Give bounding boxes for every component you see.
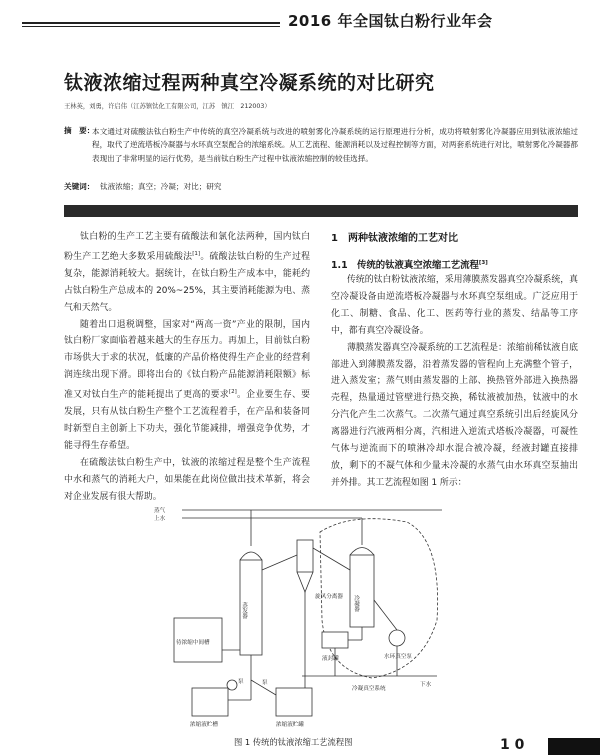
process-flow-diagram bbox=[152, 500, 452, 730]
article-title: 钛液浓缩过程两种真空冷凝系统的对比研究 bbox=[64, 72, 435, 94]
label-condenser: 冷凝器 bbox=[353, 595, 359, 612]
label-waste-tank: 浓缩液贮罐 bbox=[276, 722, 304, 728]
cyclone-shape bbox=[297, 540, 313, 572]
left-column bbox=[64, 229, 310, 505]
vacuum-pump-shape bbox=[389, 630, 405, 646]
label-drain: 下水 bbox=[420, 682, 432, 688]
section-heading-1-1: 1.1 传统的钛液真空浓缩工艺流程[3] bbox=[331, 259, 488, 271]
label-pump-1: 泵 bbox=[238, 679, 244, 685]
paragraph-r1: 传统的钛白粉钛液浓缩，采用薄膜蒸发器真空冷凝系统，真空冷凝设备由逆流塔板冷凝器与水环真空泵组成。广泛应用于化工、制糖、食品、化工、医药等行业的蒸发、结晶等工序中，都有真空冷凝设备。 bbox=[331, 275, 578, 336]
paragraph-3: 在硫酸法钛白粉生产中，钛液的浓缩过程是整个生产流程中水和蒸气的消耗大户，如果能在此岗位做出技术革新，将会对企业发展有很大帮助。 bbox=[64, 457, 310, 502]
figure-caption: 图 1 传统的钛液浓缩工艺流程图 bbox=[234, 737, 353, 747]
waste-tank-shape bbox=[276, 688, 312, 716]
condenser-feed bbox=[313, 548, 350, 570]
condenser-dome bbox=[350, 548, 374, 556]
label-cyclone: 旋风分离器 bbox=[315, 594, 343, 600]
condenser-shape bbox=[350, 555, 374, 627]
label-stock-tank: 待浓缩中间槽 bbox=[176, 640, 210, 646]
corner-block bbox=[548, 738, 600, 755]
seal-tank-shape bbox=[322, 632, 348, 648]
keywords-label: 关键词： bbox=[64, 182, 95, 191]
paragraph-r2: 薄膜蒸发器真空冷凝系统的工艺流程是：浓缩前稀钛液自底部进入到薄膜蒸发器，沿着蒸发器的管程向上充满整个管子，进入蒸发室；蒸气则由蒸发器的上部、换热管外部进入换热器壳程，热量通过管壁进行热交换，稀钛液被加热，钛液中的水分汽化产生二次蒸气。二次蒸气通过真空系统引出后经旋风分离器进行汽液两相分离，汽相进入逆流式塔板冷凝器，可凝性气体与逆流而下的喷淋冷却水混合被冷凝，经液封罐直接排放，剩下的不凝气体和少量未冷凝的水蒸气由水环真空泵抽出并外排。其工艺流程如图 1 所示： bbox=[331, 342, 578, 488]
label-pump-2: 泵 bbox=[262, 680, 268, 686]
cyclone-cone bbox=[297, 572, 313, 592]
section-heading-1: 1 两种钛液浓缩的工艺对比 bbox=[331, 233, 458, 244]
article-authors: 王林英，刘勇，许启伟（江苏镇钛化工有限公司，江苏 镇江 212003） bbox=[64, 103, 271, 110]
product-tank-shape bbox=[192, 688, 228, 716]
label-seal-tank: 液封罐 bbox=[322, 656, 339, 662]
label-product-tank: 浓缩液贮槽 bbox=[190, 722, 218, 728]
keywords-text: 钛液浓缩；真空；冷凝；对比；研究 bbox=[100, 182, 222, 191]
ref-marker: [2] bbox=[228, 389, 237, 396]
section-divider-bar bbox=[64, 205, 578, 217]
abstract-label: 摘 要： bbox=[64, 126, 95, 135]
conference-title: 2016 年全国钛白粉行业年会 bbox=[288, 12, 493, 30]
pump-1-shape bbox=[227, 680, 237, 690]
paragraph-1: 钛白粉的生产工艺主要有硫酸法和氯化法两种，国内钛白粉生产工艺绝大多数采用硫酸法[1]。硫酸法钛白粉的生产过程复杂，能源消耗较大。据统计，在钛白粉生产成本中，能耗约占钛白粉生产总成本的 20%~25%，其主要消耗能源为电、蒸气和天然气。 bbox=[64, 232, 311, 313]
header-rule-thin bbox=[22, 26, 280, 27]
vapor-line bbox=[262, 555, 297, 570]
page-number: 1 0 bbox=[500, 737, 525, 753]
paragraph-2: 随着出口退税调整，国家对“两高一资”产业的限制，国内钛白粉厂家面临着越来越大的生存压力。再加上，目前钛白粉市场供大于求的状况，低廉的产品价格使得生产企业的经营利润连续出现下滑。即将出台的《钛白粉产品能源消耗限额》标准又对钛白生产的能耗提出了更高的要求[2]。企业要生存、要发展，只有从钛白粉生产整个工艺流程着手，在产品和装备同时新型自主创新上下功夫，强化节能减排，增强竞争优势，才能寻得生存希望。 bbox=[64, 319, 311, 451]
header-rule bbox=[22, 22, 280, 24]
ref-marker: [1] bbox=[192, 250, 201, 257]
ref-marker: [3] bbox=[478, 259, 488, 266]
evaporator-dome bbox=[240, 552, 262, 560]
right-column bbox=[331, 272, 578, 492]
label-water: 上水 bbox=[154, 516, 166, 522]
label-steam: 蒸气 bbox=[154, 508, 166, 514]
label-vacuum-pump: 水环真空泵 bbox=[384, 654, 412, 660]
abstract-text: 本文通过对硫酸法钛白粉生产中传统的真空冷凝系统与改进的喷射雾化冷凝系统的运行原理进行分析，成功将喷射雾化冷凝器应用到钛液浓缩过程，取代了逆流塔板冷凝器与水环真空泵配合的浓缩系统。从工艺流程、能源消耗以及过程控制等方面，对两套系统进行对比，喷射雾化冷凝器都表现出了非常明显的运行优势，是当前钛白粉生产过程中钛液浓缩控制的较佳选择。 bbox=[92, 127, 578, 163]
label-vacuum-zone: 冷凝真空系统 bbox=[352, 686, 386, 692]
label-evaporator: 蒸发器 bbox=[241, 602, 247, 619]
